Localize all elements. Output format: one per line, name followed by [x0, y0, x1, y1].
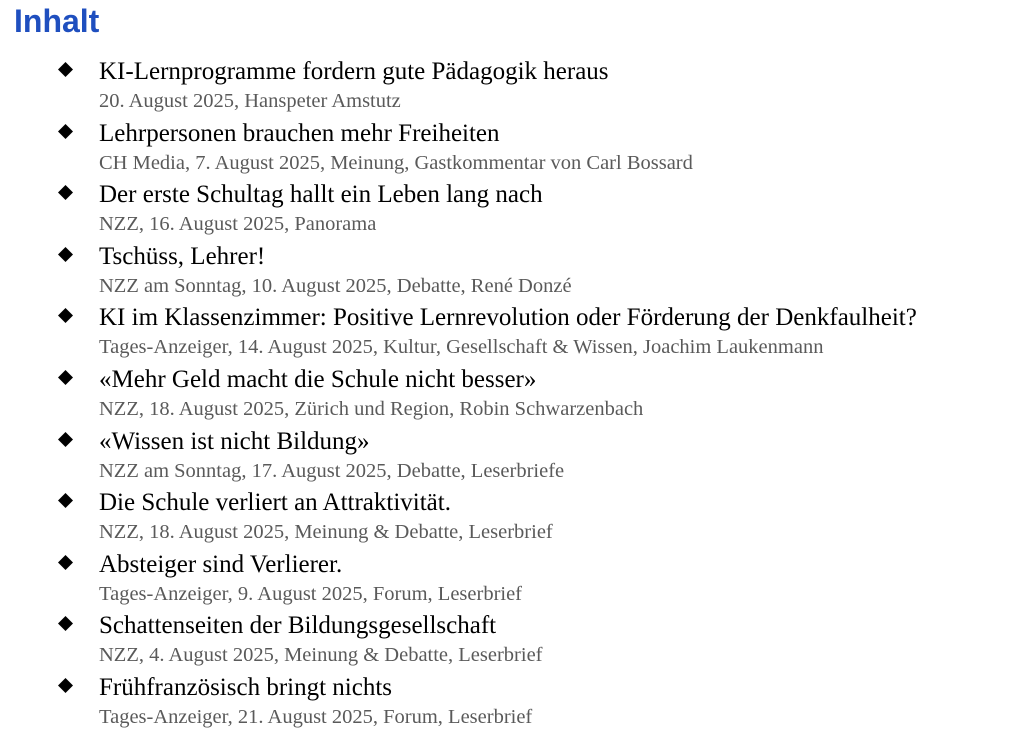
article-title-link[interactable]: «Mehr Geld macht die Schule nicht besser»: [99, 365, 537, 393]
list-item: [0, 426, 1024, 488]
article-title-link[interactable]: Tschüss, Lehrer!: [99, 242, 266, 270]
diamond-bullet-icon: [58, 678, 73, 693]
diamond-bullet-icon: [58, 185, 73, 200]
diamond-bullet-icon: [58, 247, 73, 262]
diamond-bullet-icon: [58, 124, 73, 139]
list-item: [0, 302, 1024, 364]
article-meta: NZZ am Sonntag, 10. August 2025, Debatte, René Donzé: [99, 274, 572, 297]
list-item: [0, 364, 1024, 426]
article-meta: NZZ, 4. August 2025, Meinung & Debatte, Leserbrief: [99, 644, 543, 667]
article-meta: NZZ am Sonntag, 17. August 2025, Debatte, Leserbriefe: [99, 459, 565, 482]
diamond-bullet-icon: [58, 555, 73, 570]
article-title-link[interactable]: Absteiger sind Verlierer.: [99, 550, 343, 578]
article-title-link[interactable]: Der erste Schultag hallt ein Leben lang nach: [99, 181, 543, 209]
list-item: [0, 672, 1024, 734]
diamond-bullet-icon: [58, 62, 73, 77]
list-item: [0, 179, 1024, 241]
article-meta: CH Media, 7. August 2025, Meinung, Gastkommentar von Carl Bossard: [99, 151, 693, 174]
article-meta: NZZ, 18. August 2025, Zürich und Region, Robin Schwarzenbach: [99, 397, 644, 420]
article-title-link[interactable]: KI-Lernprogramme fordern gute Pädagogik heraus: [99, 58, 609, 85]
article-meta: Tages-Anzeiger, 14. August 2025, Kultur, Gesellschaft & Wissen, Joachim Laukenmann: [99, 336, 824, 359]
article-title-link[interactable]: Die Schule verliert an Attraktivität.: [99, 489, 451, 517]
article-meta: NZZ, 16. August 2025, Panorama: [99, 213, 377, 236]
list-item: [0, 549, 1024, 611]
list-item: [0, 241, 1024, 303]
diamond-bullet-icon: [58, 432, 73, 447]
list-item: [0, 610, 1024, 672]
article-meta: Tages-Anzeiger, 21. August 2025, Forum, Leserbrief: [99, 705, 533, 728]
article-title-link[interactable]: Frühfranzösisch bringt nichts: [99, 673, 393, 701]
article-title-link[interactable]: Schattenseiten der Bildungsgesellschaft: [99, 612, 497, 640]
diamond-bullet-icon: [58, 308, 73, 323]
diamond-bullet-icon: [58, 370, 73, 385]
page-title: Inhalt: [14, 3, 100, 39]
article-title-link[interactable]: «Wissen ist nicht Bildung»: [99, 427, 370, 455]
table-of-contents: [0, 56, 1024, 734]
list-item: [0, 487, 1024, 549]
diamond-bullet-icon: [58, 616, 73, 631]
article-title-link[interactable]: Lehrpersonen brauchen mehr Freiheiten: [99, 119, 500, 147]
diamond-bullet-icon: [58, 493, 73, 508]
article-title-link[interactable]: KI im Klassenzimmer: Positive Lernrevolution oder Förderung der Denkfaulheit?: [99, 304, 917, 332]
article-meta: NZZ, 18. August 2025, Meinung & Debatte, Leserbrief: [99, 521, 553, 544]
article-meta: 20. August 2025, Hanspeter Amstutz: [99, 90, 401, 112]
list-item: [0, 118, 1024, 180]
list-item: [0, 56, 1024, 118]
article-meta: Tages-Anzeiger, 9. August 2025, Forum, Leserbrief: [99, 582, 523, 605]
